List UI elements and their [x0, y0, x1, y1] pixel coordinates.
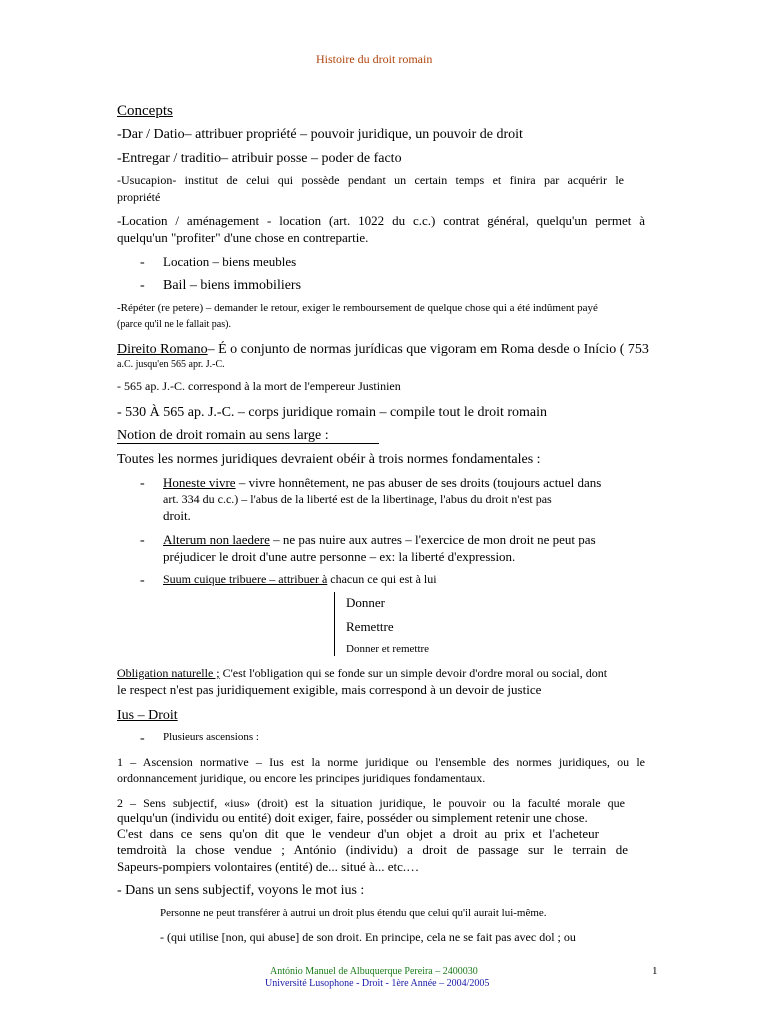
ascension-2-e: Sapeurs-pompiers volontaires (entité) de... situé à... etc.… — [117, 859, 420, 874]
alterum-text: – ne pas nuire aux autres – l'exercice de mon droit ne peut pas — [269, 532, 596, 547]
ascension-2-d: temdroità la chose vendue ; António (individu) a droit de passage sur le terrain de — [117, 842, 628, 857]
sens-subjectif-line: - Dans un sens subjectif, voyons le mot ius : — [117, 883, 365, 898]
give-donner-remettre: Donner et remettre — [346, 643, 430, 655]
suum-text: chacun ce qui est à lui — [327, 572, 437, 586]
concepts-heading: Concepts — [117, 103, 173, 119]
obligation-line-b: le respect n'est pas juridiquement exigible, mais correspond à un devoir de justice — [117, 682, 542, 697]
direito-romano-small: a.C. jusqu'en 565 apr. J.-C. — [117, 359, 225, 370]
line-565: - 565 ap. J.-C. correspond à la mort de l'empereur Justinien — [117, 379, 401, 393]
bullet-location: Location – biens meubles — [163, 254, 297, 269]
page-title: Histoire du droit romain — [316, 52, 433, 66]
honeste-line-c: droit. — [163, 508, 191, 523]
ascension-2-c: C'est dans ce sens qu'on dit que le vendeur d'un objet a droit au prix et l'acheteur — [117, 826, 599, 841]
bullet-dash: - — [140, 573, 145, 588]
qui-line: - (qui utilise [non, qui abuse] de son droit. En principe, cela ne se fait pas avec dol ; ou — [160, 930, 576, 944]
ius-heading: Ius – Droit — [117, 708, 178, 723]
ascension-2-b: quelqu'un (individu ou entité) doit exiger, faire, posséder ou simplement retenir une chose. — [117, 810, 588, 825]
direito-romano-label: Direito Romano — [117, 342, 208, 357]
line-dar: -Dar / Datio– attribuer propriété – pouvoir juridique, un pouvoir de droit — [117, 127, 523, 142]
bullet-dash: - — [140, 476, 145, 491]
obligation-line-a — [117, 667, 607, 681]
bullet-dash: - — [140, 255, 145, 270]
honeste-text: – vivre honnêtement, ne pas abuser de ses droits (toujours actuel dans — [235, 475, 602, 490]
obligation-label: Obligation naturelle ; — [117, 666, 220, 680]
direito-romano-line — [117, 342, 649, 358]
alterum-line-a — [163, 533, 596, 548]
bracket-line — [334, 592, 335, 656]
line-repeter-a: -Répéter (re petere) – demander le retour, exiger le remboursement de quelque chose qui a été indûment payé — [117, 302, 598, 314]
line-usucapion-b: propriété — [117, 190, 161, 204]
line-usucapion-a: -Usucapion- institut de celui qui possède pendant un certain temps et finira par acquérir le — [117, 173, 624, 187]
honeste-label: Honeste vivre — [163, 475, 236, 490]
suum-line — [163, 573, 437, 587]
direito-romano-text: – É o conjunto de normas jurídicas que vigoram em Roma desde o Início ( 753 — [207, 342, 649, 357]
personne-line: Personne ne peut transférer à autrui un droit plus étendu que celui qu'il aurait lui-même. — [160, 907, 547, 919]
alterum-label: Alterum non laedere — [163, 532, 270, 547]
line-location-a: -Location / aménagement - location (art. 1022 du c.c.) contrat général, quelqu'un permet à — [117, 213, 645, 228]
bullet-bail: Bail – biens immobiliers — [163, 278, 302, 293]
give-donner: Donner — [346, 595, 385, 610]
bullet-dash: - — [140, 533, 145, 548]
plusieurs-line: Plusieurs ascensions : — [163, 731, 259, 743]
ascension-2-a: 2 – Sens subjectif, «ius» (droit) est la situation juridique, le pouvoir ou la faculté morale que — [117, 796, 625, 810]
page-number: 1 — [652, 965, 658, 977]
footer-author: António Manuel de Albuquerque Pereira – 2400030 — [270, 966, 478, 977]
ascension-1-b: ordonnancement juridique, ou encore les principes juridiques fondamentaux. — [117, 771, 486, 785]
suum-label: Suum cuique tribuere – attribuer à — [163, 572, 328, 586]
honeste-line-b: art. 334 du c.c.) – l'abus de la liberté est de la libertinage, l'abus du droit n'est pas — [163, 492, 552, 506]
bullet-dash: - — [140, 278, 145, 293]
toutes-line: Toutes les normes juridiques devraient obéir à trois normes fondamentales : — [117, 452, 541, 467]
obligation-text: C'est l'obligation qui se fonde sur un simple devoir d'ordre moral ou social, dont — [219, 666, 608, 680]
ascension-1-a: 1 – Ascension normative – Ius est la norme juridique ou l'ensemble des normes juridiques, ou le — [117, 755, 645, 769]
bullet-dash: - — [140, 731, 145, 746]
give-remettre: Remettre — [346, 619, 394, 634]
line-530: - 530 À 565 ap. J.-C. – corps juridique romain – compile tout le droit romain — [117, 405, 548, 420]
line-location-b: quelqu'un "profiter" d'une chose en contrepartie. — [117, 230, 369, 245]
line-entregar: -Entregar / traditio– atribuir posse – poder de facto — [117, 151, 402, 166]
honeste-line-a — [163, 476, 601, 491]
alterum-line-b: préjudicer le droit d'une autre personne – ex: la liberté d'expression. — [163, 549, 516, 564]
notion-underline — [117, 443, 379, 444]
notion-heading: Notion de droit romain au sens large : — [117, 428, 329, 443]
footer-school: Université Lusophone - Droit - 1ère Année – 2004/2005 — [265, 978, 490, 989]
line-repeter-b: (parce qu'il ne le fallait pas). — [117, 319, 231, 330]
